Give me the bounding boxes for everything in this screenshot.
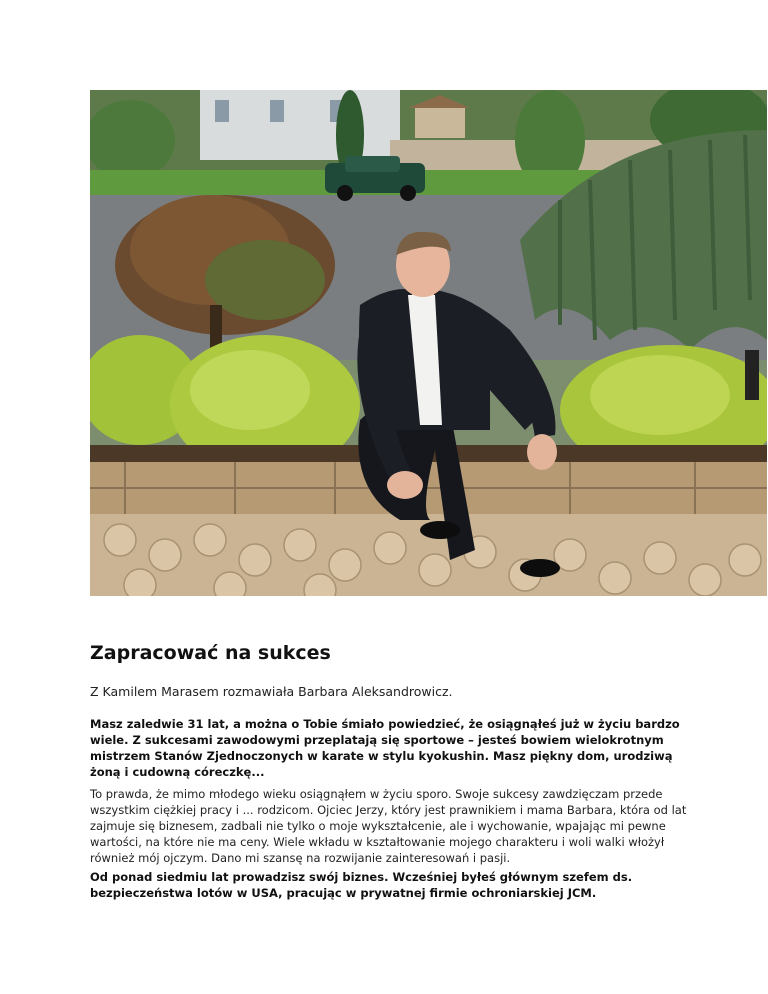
article-photo [90, 90, 767, 596]
interview-question-1: Masz zaledwie 31 lat, a można o Tobie śmiało powiedzieć, że osiągnąłeś już w życiu bardzo wiele. Z sukcesami zawodowymi przeplatają się sportowe – jesteś bowiem wielokrotnym mistrzem Stanów Zjednoczonych w karate w stylu kyokushin. Masz piękny dom, urodziwą żoną i cudowną córeczkę... [90, 717, 680, 779]
interview-answer-1: To prawda, że mimo młodego wieku osiągnąłem w życiu sporo. Swoje sukcesy zawdzięczam przede wszystkim ciężkiej pracy i ... rodzicom. Ojciec Jerzy, który jest prawnikiem i mama Barbara, która od lat zajmuje się biznesem, zadbali nie tylko o moje wykształcenie, ale i wychowanie, wpajając mi pewne wartości, na które nie ma ceny. Wiele wkładu w kształtowanie mojego charakteru i woli walki włożył również mój ojczym. Dano mi szansę na rozwijanie zainteresowań i pasji. [90, 787, 687, 865]
article-byline: Z Kamilem Marasem rozmawiała Barbara Aleksandrowicz. [90, 684, 453, 699]
interview-question-2: Od ponad siedmiu lat prowadzisz swój biznes. Wcześniej byłeś głównym szefem ds. bezpieczeństwa lotów w USA, pracując w prywatnej firmie ochroniarskiej JCM. [90, 870, 633, 900]
article-title: Zapracować na sukces [90, 642, 331, 664]
